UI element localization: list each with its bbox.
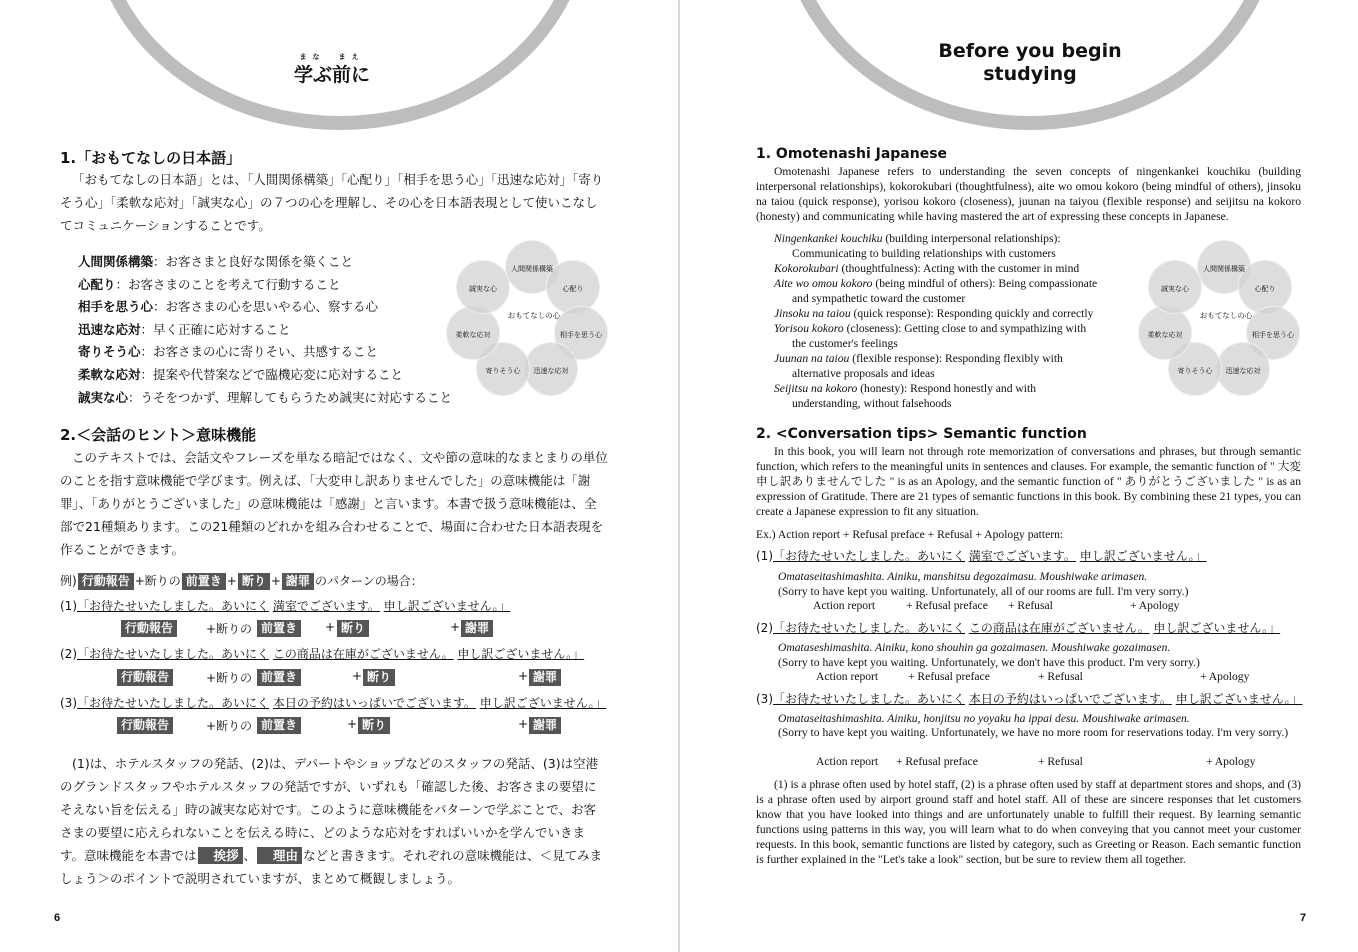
- title-text: 学ぶ前に: [293, 64, 370, 86]
- segment: あいにく: [221, 647, 270, 661]
- petal-label: 迅速な応対: [533, 367, 569, 375]
- concept-desc-cont: the customer's feelings: [792, 337, 898, 350]
- section1-heading: 1.「おもてなしの日本語」: [60, 149, 242, 167]
- example-tag-row: [0, 620, 678, 640]
- example-pattern-line: [60, 572, 423, 590]
- section2-heading: 2. <Conversation tips> Semantic function: [756, 426, 1087, 442]
- tag-label: + Apology: [1130, 599, 1180, 612]
- petal-label: 相手を思う心: [560, 331, 602, 339]
- concept-desc-cont: understanding, without falsehoods: [792, 397, 952, 410]
- petal-label: 柔軟な応対: [1147, 331, 1183, 339]
- tag-action-report: 行動報告: [117, 717, 173, 734]
- example-tag-row: [0, 717, 678, 737]
- segment: 申し訳ございません。」: [1175, 692, 1303, 706]
- tag-joiner: +: [518, 717, 529, 731]
- segment: あいにく: [917, 692, 966, 706]
- tag-joiner: +: [325, 620, 336, 634]
- tag-label: + Refusal: [1008, 599, 1053, 612]
- concept-desc: (closeness): Getting close to and sympathizing with: [843, 322, 1087, 335]
- tag-joiner: +断りの: [206, 719, 253, 733]
- example-romaji: Omataseitashimashita. Ainiku, honjitsu no yoyaku ha ippai desu. Moushiwake arimasen.: [778, 712, 1190, 725]
- concept-item: [774, 261, 1134, 276]
- segment: 申し訳ございません。」: [1079, 549, 1207, 563]
- petal-label: 迅速な応対: [1225, 367, 1261, 375]
- concept-term: 寄りそう心: [78, 344, 141, 360]
- example-sentence: [756, 690, 1302, 707]
- segment: 「お待たせいたしました。: [77, 647, 222, 661]
- concept-item: [774, 321, 1134, 336]
- closing-text: (1) is a phrase often used by hotel staff, (2) is a phrase often used by staff at department stores and shops, and (3) is a phrase often used by airport ground staff and hotel staff. All of these are sincere responses that let customers know that you have looked into things and are unfortunately unable to fulfill their request. By learning semantic functions using patterns in this way, you will learn what to do when conveying that you cannot meet your customer requests. In this book, semantic functions are listed by category, such as Greeting or Reason. Each semantic function is further explained in the "Let's take a look" section, but be sure to review them all together.: [756, 778, 1301, 866]
- segment: あいにく: [221, 599, 270, 613]
- example-number: (3): [756, 692, 773, 706]
- concept-desc: (quick response): Responding quickly and correctly: [850, 307, 1094, 320]
- concept-desc: ：うそをつかず、理解してもらうため誠実に対応すること: [128, 389, 453, 405]
- tag-apology: 謝罪: [529, 717, 561, 734]
- omotenashi-flower-diagram: [1142, 240, 1307, 400]
- tag-refusal: 断り: [337, 620, 369, 637]
- petal-label: 柔軟な応対: [455, 331, 491, 339]
- concept-desc: (honesty): Respond honestly and with: [857, 382, 1037, 395]
- closing-paragraph: [756, 777, 1301, 867]
- concept-desc: ：お客さまの心を思いやる心、察する心: [153, 299, 379, 315]
- title-line: studying: [983, 63, 1077, 85]
- title-ruby: まな まえ: [299, 53, 365, 61]
- example-sentence: [60, 694, 606, 711]
- example-prefix: 例): [60, 574, 77, 588]
- right-page: [680, 0, 1358, 952]
- tag-preface: 前置き: [257, 669, 301, 686]
- tag-preface: 前置き: [257, 717, 301, 734]
- segment: 「お待たせいたしました。: [77, 696, 222, 710]
- segment: 「お待たせいたしました。: [77, 599, 222, 613]
- segment: あいにく: [221, 696, 270, 710]
- tag-joiner: +: [226, 574, 237, 588]
- tag-reason: 理由: [257, 847, 302, 864]
- concept-desc-cont: Communicating to building relationships with customers: [792, 247, 1056, 260]
- concept-term: 迅速な応対: [78, 321, 141, 337]
- tag-joiner: +: [352, 669, 363, 683]
- segment: 申し訳ございません。」: [1153, 621, 1281, 635]
- example-sentence: [60, 597, 510, 614]
- concept-row: [78, 295, 498, 318]
- section2-body: このテキストでは、会話文やフレーズを単なる暗記ではなく、文や節の意味的なまとまりの単位のことを指す意味機能で学びます。例えば、「大変申し訳ありませんでした」の意味機能は「謝罪」、「ありがとうございました」の意味機能は「感謝」と言います。本書で扱う意味機能は、全部で21種類あります。この21種類のどれかを組み合わせることで、場面に合わせた日本語表現を作ることができます。: [60, 450, 608, 557]
- example-tag-row: [680, 754, 1358, 769]
- example-romaji: Omataseshimashita. Ainiku, kono shouhin ga gozaimasen. Moushiwake gozaimasen.: [778, 641, 1171, 654]
- tag-label: + Refusal: [1038, 755, 1083, 768]
- segment: 満室でございます。: [272, 599, 380, 613]
- example-number: (1): [60, 599, 77, 613]
- concept-desc: ：お客さまと良好な関係を築くこと: [153, 254, 354, 269]
- concept-row: [78, 273, 498, 296]
- concept-desc-cont: alternative proposals and ideas: [792, 367, 935, 380]
- left-page: [0, 0, 678, 952]
- petal-label: 心配り: [562, 285, 584, 293]
- concept-item: [774, 306, 1134, 321]
- segment: 「お待たせいたしました。: [773, 621, 918, 635]
- example-sentence: [756, 547, 1206, 564]
- tag-preface: 前置き: [257, 620, 301, 637]
- closing-text: (1)は、ホテルスタッフの発話、(2)は、デパートやショップなどのスタッフの発話、(3)は空港のグランドスタッフやホテルスタッフの発話ですが、いずれも「確認した後、お客さまの要望にそえない旨を伝える」時の誠実な応対です。このように意味機能をパターンで学ぶことで、お客さまの要望に応えられないことを伝える時に、どのような応対をすればいいかを学んでいきます。意味機能を本書では: [60, 756, 599, 863]
- concept-list: [774, 231, 1134, 411]
- example-sentence: [756, 619, 1280, 636]
- petal-label: 寄りそう心: [1177, 367, 1213, 375]
- tag-label: + Refusal preface: [908, 670, 990, 683]
- tag-label: + Refusal preface: [906, 599, 988, 612]
- concept-desc: (building interpersonal relationships):: [882, 232, 1061, 245]
- tag-label: + Apology: [1200, 670, 1250, 683]
- flower-center-label: おもてなしの心: [1199, 311, 1253, 320]
- tag-action-report: 行動報告: [121, 620, 177, 637]
- concept-desc: ：お客さまのことを考えて行動すること: [115, 276, 341, 292]
- example-translation: (Sorry to have kept you waiting. Unfortunately, we have no more room for reservations today. I'm very sorry.): [778, 726, 1289, 739]
- example-tag-row: [680, 598, 1358, 613]
- tag-joiner: +断りの: [134, 574, 181, 588]
- concept-item: [774, 381, 1134, 396]
- concept-term: Seijitsu na kokoro: [774, 382, 858, 395]
- concept-row: [78, 386, 498, 409]
- concept-desc: ：お客さまの心に寄りそい、共感すること: [140, 344, 379, 360]
- concept-term: 誠実な心: [78, 389, 129, 405]
- concept-term: Kokorokubari: [774, 262, 839, 275]
- section2-paragraph: In this book, you will learn not through rote memorization of conversations and phrases, but through semantic function, which refers to the meaningful units in sentences and clauses. For example, the semantic function of " 大変申し訳ありませんでした " is as an Apology, and the semantic function of " ありがとうございました " is as an expression of Gratitude. There are 21 types of semantic functions in this book. By combining these 21 types, you can create a Japanese expression to fit any situation.: [756, 445, 1301, 518]
- petal-label: 人間関係構築: [1203, 265, 1245, 273]
- concept-list: [78, 250, 498, 408]
- segment: 本日の予約はいっぱいでございます。: [272, 696, 476, 710]
- example-intro: Ex.) Action report + Refusal preface + Refusal + Apology pattern:: [756, 528, 1064, 541]
- concept-term: 人間関係構築: [78, 254, 154, 269]
- concept-term: 相手を思う心: [78, 299, 154, 315]
- concept-desc-cont: and sympathetic toward the customer: [792, 292, 966, 305]
- segment: 申し訳ございません。」: [383, 599, 511, 613]
- tag-joiner: +: [270, 574, 281, 588]
- petal-label: 誠実な心: [1161, 285, 1189, 293]
- tag-label: Action report: [816, 670, 879, 683]
- section1-heading: 1. Omotenashi Japanese: [756, 146, 948, 162]
- segment: この商品は在庫がございません。: [272, 647, 454, 661]
- flower-center-label: おもてなしの心: [507, 311, 561, 320]
- tag-label: Action report: [816, 755, 879, 768]
- tag-label: + Refusal preface: [896, 755, 978, 768]
- concept-row: [78, 318, 498, 341]
- omotenashi-flower-diagram: [450, 240, 615, 400]
- example-romaji: Omataseitashimashita. Ainiku, manshitsu degozaimasu. Moushiwake arimasen.: [778, 570, 1148, 583]
- concept-desc: (being mindful of others): Being compassionate: [872, 277, 1098, 290]
- tag-apology: 謝罪: [461, 620, 493, 637]
- concept-item: [774, 231, 1134, 246]
- segment: あいにく: [917, 549, 966, 563]
- concept-row: [78, 340, 498, 363]
- page-title: [232, 52, 432, 87]
- petal-label: 相手を思う心: [1252, 331, 1294, 339]
- section2-body: [756, 444, 1301, 519]
- segment: この商品は在庫がございません。: [968, 621, 1150, 635]
- concept-item: [774, 351, 1134, 366]
- tag-joiner: +断りの: [206, 671, 253, 685]
- tag-refusal: 断り: [363, 669, 395, 686]
- tag-greeting: 挨拶: [198, 847, 243, 864]
- petal-label: 誠実な心: [469, 285, 497, 293]
- tag-label: + Apology: [1206, 755, 1256, 768]
- title-line: Before you begin: [938, 40, 1122, 62]
- concept-term: Aite wo omou kokoro: [774, 277, 873, 290]
- example-sentence: [60, 645, 584, 662]
- example-number: (2): [60, 647, 77, 661]
- concept-term: Juunan na taiou: [774, 352, 850, 365]
- concept-item: [774, 276, 1134, 291]
- petal-label: 寄りそう心: [485, 367, 521, 375]
- segment: 満室でございます。: [968, 549, 1076, 563]
- example-suffix: のパターンの場合：: [314, 574, 423, 588]
- example-number: (1): [756, 549, 773, 563]
- section2-heading: 2.＜会話のヒント＞意味機能: [60, 426, 257, 444]
- example-translation: (Sorry to have kept you waiting. Unfortunately, we don't have this product. I'm very sorry.): [778, 656, 1200, 669]
- concept-term: 心配り: [78, 276, 116, 292]
- section1-paragraph: Omotenashi Japanese refers to understanding the seven concepts of ningenkankei kouchiku (building interpersonal relationships), kokorokubari (thoughtfulness), aite wo omou kokoro (being mindful of others), jinsoku na taiou (quick response), yorisou kokoro (closeness), juunan na taiyou (flexible response) and seijitsu na kokoro (honesty) and communicating while having mastered the art of expressing these concepts in Japanese.: [756, 165, 1301, 223]
- tag-joiner: +: [450, 620, 461, 634]
- concept-term: Yorisou kokoro: [774, 322, 844, 335]
- tag-refusal: 断り: [358, 717, 390, 734]
- tag-label: Action report: [813, 599, 876, 612]
- tag-action-report: 行動報告: [78, 573, 134, 590]
- concept-row: [78, 363, 498, 386]
- petal-label: 心配り: [1254, 285, 1276, 293]
- segment: 申し訳ございません。」: [479, 696, 607, 710]
- closing-text: などと書きます。それぞれの意味機能は、＜見てみましょう＞のポイントで説明されていますが、まとめて概観しましょう。: [60, 848, 603, 886]
- segment: あいにく: [917, 621, 966, 635]
- tag-joiner: +断りの: [206, 622, 253, 636]
- segment: 本日の予約はいっぱいでございます。: [968, 692, 1172, 706]
- segment: 「お待たせいたしました。: [773, 692, 918, 706]
- concept-term: Jinsoku na taiou: [774, 307, 851, 320]
- tag-refusal: 断り: [238, 573, 270, 590]
- tag-label: + Refusal: [1038, 670, 1083, 683]
- concept-row: [78, 250, 498, 273]
- tag-joiner: +: [347, 717, 358, 731]
- tag-joiner: +: [518, 669, 529, 683]
- concept-term: 柔軟な応対: [78, 366, 141, 382]
- page-number: 7: [1300, 912, 1307, 924]
- section1-body: [756, 164, 1301, 224]
- petal-label: 人間関係構築: [511, 265, 553, 273]
- concept-desc: (thoughtfulness): Acting with the customer in mind: [838, 262, 1080, 275]
- example-tag-row: [0, 669, 678, 689]
- example-number: (3): [60, 696, 77, 710]
- concept-desc: (flexible response): Responding flexibly with: [849, 352, 1063, 365]
- tag-action-report: 行動報告: [117, 669, 173, 686]
- tag-apology: 謝罪: [529, 669, 561, 686]
- example-tag-row: [680, 669, 1358, 684]
- segment: 「お待たせいたしました。: [773, 549, 918, 563]
- concept-desc: ：提案や代替案などで臨機応変に応対すること: [140, 366, 404, 382]
- section1-body: 「おもてなしの日本語」とは、「人間関係構築」「心配り」「相手を思う心」「迅速な応対」「寄りそう心」「柔軟な応対」「誠実な心」の７つの心を理解し、その心を日本語表現として使いこなしてコミュニケーションすることです。: [60, 172, 604, 233]
- concept-desc: ：早く正確に応対すること: [140, 321, 291, 337]
- page-number: 6: [54, 912, 61, 924]
- example-translation: (Sorry to have kept you waiting. Unfortunately, all of our rooms are full. I'm very sorry.): [778, 585, 1189, 598]
- page-title: [910, 40, 1150, 86]
- example-number: (2): [756, 621, 773, 635]
- tag-preface: 前置き: [182, 573, 226, 590]
- concept-term: Ningenkankei kouchiku: [774, 232, 883, 245]
- segment: 申し訳ございません。」: [457, 647, 585, 661]
- closing-paragraph: [60, 752, 608, 890]
- closing-separator: 、: [243, 848, 257, 863]
- tag-apology: 謝罪: [282, 573, 314, 590]
